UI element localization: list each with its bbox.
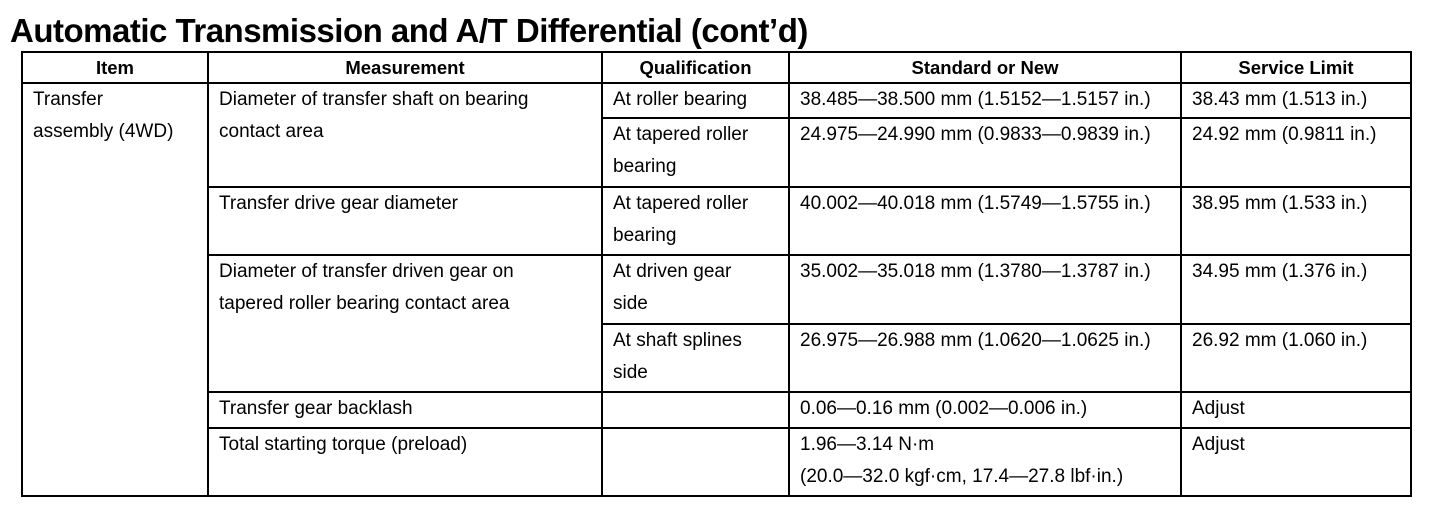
measurement-line: Diameter of transfer driven gear on <box>219 261 514 283</box>
header-qualification: Qualification <box>602 52 789 83</box>
table-row <box>22 83 1411 118</box>
measurement-line: Transfer gear backlash <box>219 398 413 420</box>
qualification-line: side <box>613 293 648 315</box>
qualification-cell <box>602 83 789 118</box>
header-item: Item <box>22 52 208 83</box>
item-label-line: assembly (4WD) <box>33 121 174 142</box>
qualification-line: At tapered roller <box>613 124 749 146</box>
table-row <box>22 428 1411 497</box>
header-standard: Standard or New <box>789 52 1181 83</box>
qualification-line: At driven gear <box>613 261 732 283</box>
measurement-cell <box>208 392 602 427</box>
table-row <box>22 187 1411 255</box>
qualification-line: side <box>613 361 648 383</box>
item-cell <box>22 83 208 496</box>
table-row <box>22 255 1411 323</box>
service-limit-cell: 34.95 mm (1.376 in.) <box>1181 255 1411 323</box>
qualification-cell <box>602 118 789 186</box>
measurement-line: Diameter of transfer shaft on bearing <box>219 89 529 110</box>
qualification-cell <box>602 187 789 255</box>
table-row <box>22 392 1411 427</box>
measurement-cell <box>208 83 602 187</box>
qualification-line: bearing <box>613 224 677 246</box>
qualification-cell <box>602 392 789 427</box>
standard-cell: 40.002—40.018 mm (1.5749—1.5755 in.) <box>789 187 1181 255</box>
spec-table <box>21 51 1412 497</box>
standard-cell: 0.06—0.16 mm (0.002—0.006 in.) <box>789 392 1181 427</box>
standard-line: (20.0—32.0 kgf·cm, 17.4—27.8 lbf·in.) <box>800 465 1124 487</box>
service-limit-cell: 26.92 mm (1.060 in.) <box>1181 324 1411 392</box>
measurement-line: Total starting torque (preload) <box>219 433 468 455</box>
standard-cell: 26.975—26.988 mm (1.0620—1.0625 in.) <box>789 324 1181 392</box>
qualification-line: At tapered roller <box>613 192 749 214</box>
measurement-cell <box>208 187 602 255</box>
standard-cell: 24.975—24.990 mm (0.9833—0.9839 in.) <box>789 118 1181 186</box>
header-measurement: Measurement <box>208 52 602 83</box>
qualification-cell <box>602 324 789 392</box>
standard-cell: 35.002—35.018 mm (1.3780—1.3787 in.) <box>789 255 1181 323</box>
header-service-limit: Service Limit <box>1181 52 1411 83</box>
standard-cell: 38.485—38.500 mm (1.5152—1.5157 in.) <box>789 83 1181 118</box>
standard-cell <box>789 428 1181 497</box>
page-title: Automatic Transmission and A/T Differential (cont’d) <box>10 12 808 49</box>
qualification-line: At shaft splines <box>613 329 742 351</box>
service-limit-cell: 24.92 mm (0.9811 in.) <box>1181 118 1411 186</box>
measurement-line: contact area <box>219 121 324 142</box>
qualification-line: bearing <box>613 156 677 178</box>
service-limit-cell: Adjust <box>1181 428 1411 497</box>
qualification-cell <box>602 428 789 497</box>
measurement-cell <box>208 255 602 392</box>
service-limit-cell: 38.43 mm (1.513 in.) <box>1181 83 1411 118</box>
measurement-line: tapered roller bearing contact area <box>219 293 510 315</box>
table-header-row <box>22 52 1411 83</box>
measurement-line: Transfer drive gear diameter <box>219 192 459 214</box>
qualification-line: At roller bearing <box>613 89 748 110</box>
service-limit-cell: 38.95 mm (1.533 in.) <box>1181 187 1411 255</box>
measurement-cell <box>208 428 602 497</box>
service-limit-cell: Adjust <box>1181 392 1411 427</box>
standard-line: 1.96—3.14 N·m <box>800 433 935 455</box>
item-label-line: Transfer <box>33 89 104 110</box>
qualification-cell <box>602 255 789 323</box>
